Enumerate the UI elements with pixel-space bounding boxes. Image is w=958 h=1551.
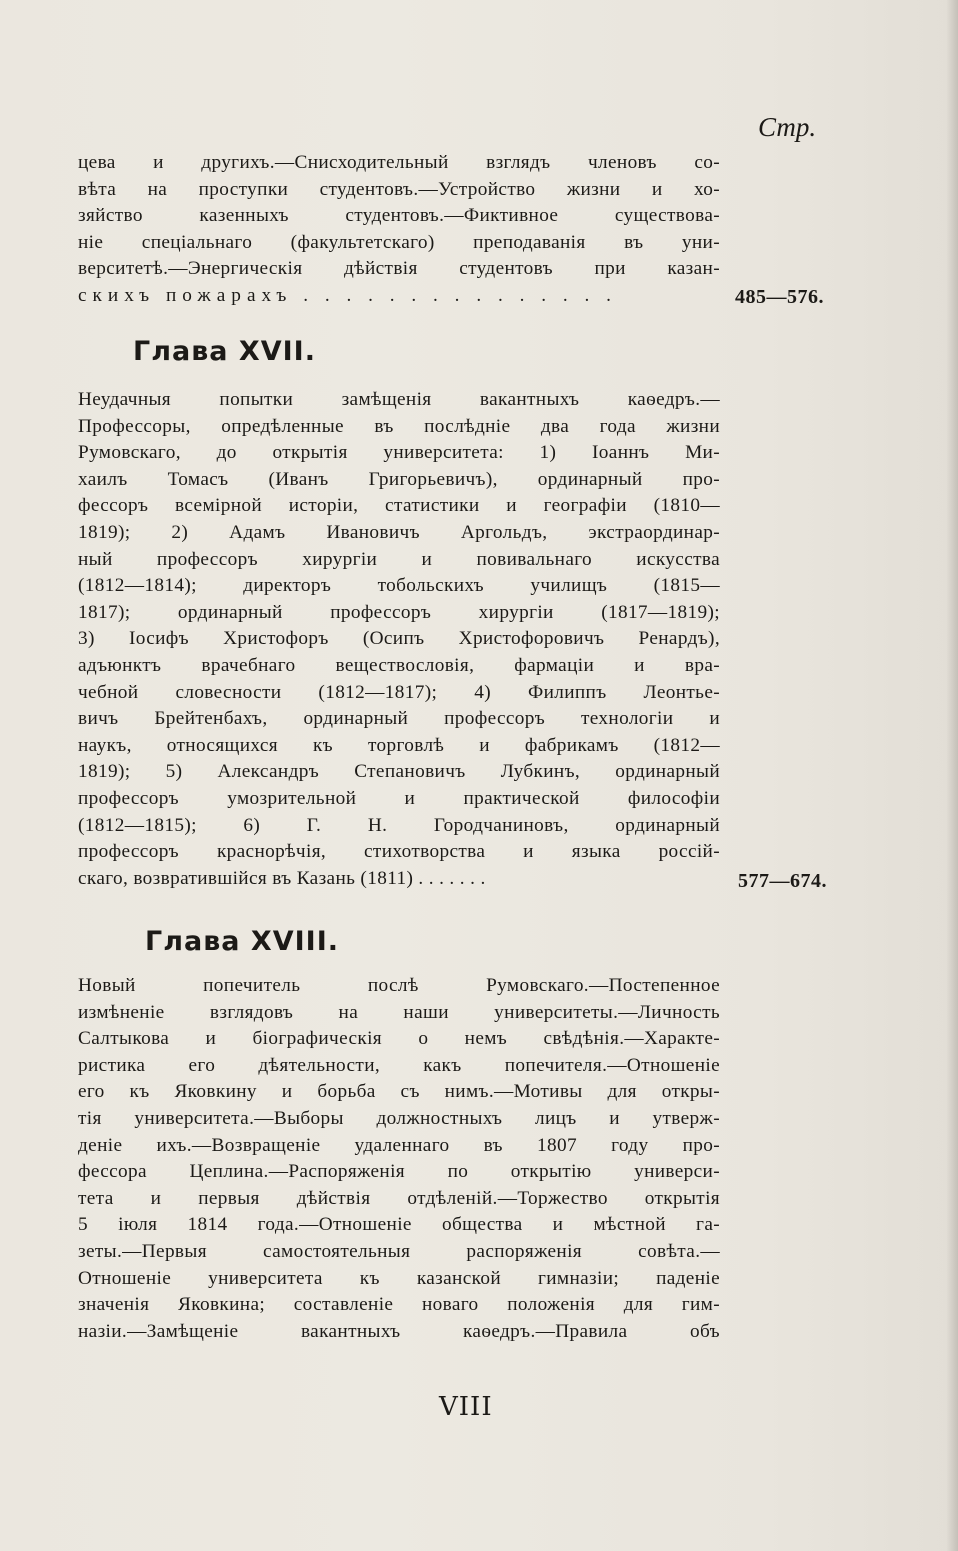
text-line: 1819); 2) Адамъ Ивановичъ Аргольдъ, экстраординар- xyxy=(78,521,720,543)
text-line: ніе спеціальнаго (факультетскаго) преподаванія въ уни- xyxy=(78,231,720,253)
text-line: 5 іюля 1814 года.—Отношеніе общества и мѣстной га- xyxy=(78,1214,720,1236)
text-line: его къ Яковкину и борьба съ нимъ.—Мотивы для откры- xyxy=(78,1081,720,1103)
text-line: вѣта на проступки студентовъ.—Устройство жизни и хо- xyxy=(78,178,720,200)
text-line: 3) Іосифъ Христофоръ (Осипъ Христофоровичъ Ренардъ), xyxy=(78,628,720,650)
text-line: тета и первыя дѣйствія отдѣленій.—Торжество открытія xyxy=(78,1187,720,1209)
text-line: ный профессоръ хирургіи и повивальнаго искусства xyxy=(78,548,720,570)
text-line: Румовскаго, до открытія университета: 1) Іоаннъ Ми- xyxy=(78,442,720,464)
text-line-leader: скихъ пожарахъ . . . . . . . . . . . . . . . xyxy=(78,284,617,306)
text-line: (1812—1814); директоръ тобольскихъ училищъ (1815— xyxy=(78,575,720,597)
text-line-leader: скаго, возвратившійся въ Казань (1811) . . . . . . . xyxy=(78,867,486,889)
text-line: профессоръ краснорѣчія, стихотворства и языка россій- xyxy=(78,841,720,863)
text-line: Новый попечитель послѣ Румовскаго.—Постепенное xyxy=(78,975,720,996)
text-line: фессоръ всемірной исторіи, статистики и географіи (1810— xyxy=(78,495,720,517)
toc-entry-chapter17 xyxy=(78,387,720,892)
text-line: 1819); 5) Александръ Степановичъ Лубкинъ, ординарный xyxy=(78,761,720,783)
text-line: 1817); ординарный профессоръ хирургіи (1817—1819); xyxy=(78,601,720,623)
text-line: цева и другихъ.—Снисходительный взглядъ членовъ со- xyxy=(78,152,720,173)
text-line: тія университета.—Выборы должностныхъ лицъ и утверж- xyxy=(78,1107,720,1129)
text-line: Салтыкова и біографическія о немъ свѣдѣнія.—Характе- xyxy=(78,1028,720,1050)
text-line: значенія Яковкина; составленіе новаго положенія для гим- xyxy=(78,1294,720,1316)
toc-entry-chapter18 xyxy=(78,973,720,1345)
page-column-header: Стр. xyxy=(758,112,817,142)
text-line: верситетѣ.—Энергическія дѣйствія студентовъ при казан- xyxy=(78,258,720,280)
text-line: измѣненіе взглядовъ на наши университеты.—Личность xyxy=(78,1001,720,1023)
page-number: VIII xyxy=(439,1392,493,1422)
text-line: наукъ, относящихся къ торговлѣ и фабрикамъ (1812— xyxy=(78,734,720,756)
text-line: (1812—1815); 6) Г. Н. Городчаниновъ, ординарный xyxy=(78,814,720,836)
text-line: адъюнктъ врачебнаго веществословія, фармаціи и вра- xyxy=(78,654,720,676)
text-line: Неудачныя попытки замѣщенія вакантныхъ каѳедръ.— xyxy=(78,389,720,410)
text-line: деніе ихъ.—Возвращеніе удаленнаго въ 1807 году про- xyxy=(78,1134,720,1156)
text-line: Профессоры, опредѣленные въ послѣдніе два года жизни xyxy=(78,415,720,437)
text-line: ристика его дѣятельности, какъ попечителя.—Отношеніе xyxy=(78,1054,720,1076)
text-line: зеты.—Первыя самостоятельныя распоряженія совѣта.— xyxy=(78,1240,720,1262)
text-line: чебной словесности (1812—1817); 4) Филиппъ Леонтье- xyxy=(78,681,720,703)
text-line: хаилъ Томасъ (Иванъ Григорьевичъ), ординарный про- xyxy=(78,468,720,490)
text-line: Отношеніе университета къ казанской гимназіи; паденіе xyxy=(78,1267,720,1289)
page-range: 485—576. xyxy=(735,286,824,308)
text-line: зяйство казенныхъ студентовъ.—Фиктивное существова- xyxy=(78,205,720,227)
page-edge-shadow xyxy=(946,0,958,1551)
chapter-heading: Глава XVIII. xyxy=(145,926,340,957)
text-line: назіи.—Замѣщеніе вакантныхъ каѳедръ.—Правила объ xyxy=(78,1320,720,1342)
chapter-heading: Глава XVII. xyxy=(133,336,316,367)
text-line: профессоръ умозрительной и практической философіи xyxy=(78,787,720,809)
toc-entry-chapter16-continued xyxy=(78,150,720,310)
text-line: фессора Цеплина.—Распоряженія по открытію универси- xyxy=(78,1161,720,1183)
page-range: 577—674. xyxy=(738,870,827,892)
text-line: вичъ Брейтенбахъ, ординарный профессоръ технологіи и xyxy=(78,708,720,730)
